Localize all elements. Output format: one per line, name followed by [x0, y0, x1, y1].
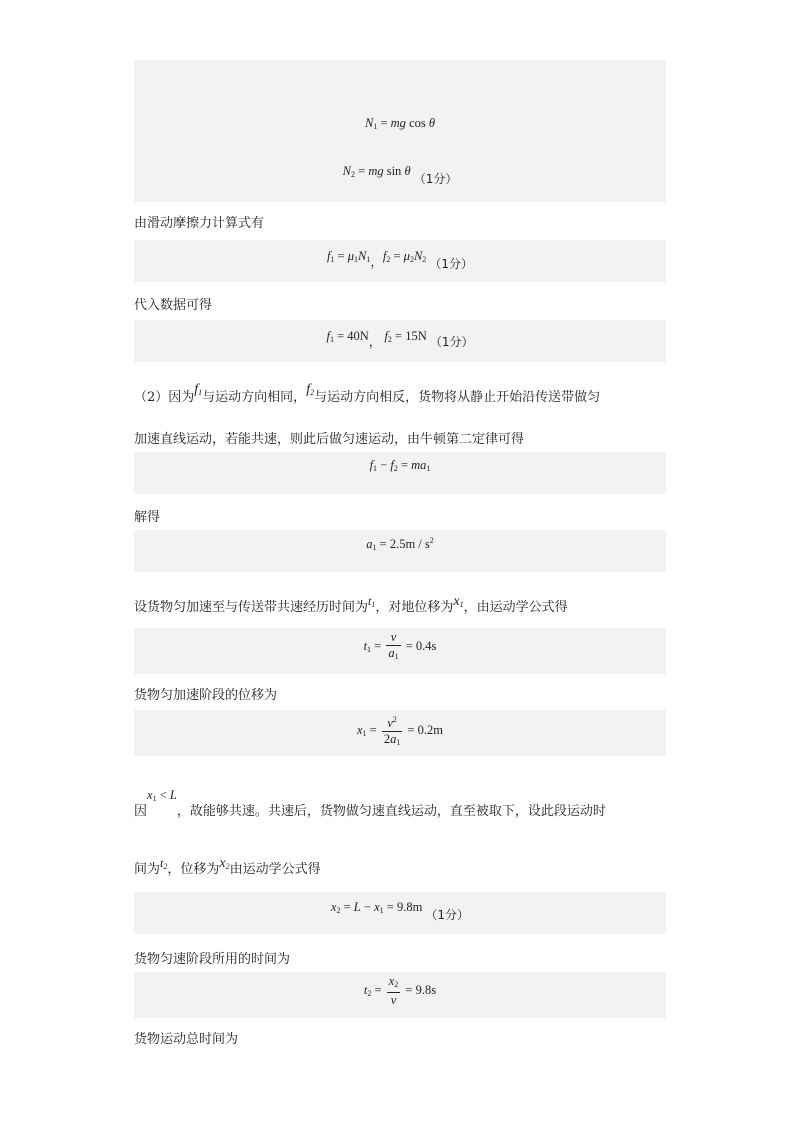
text-segment: ，由运动学公式得	[463, 600, 568, 615]
paragraph-line	[134, 788, 606, 819]
math-t2: $t_2$	[160, 856, 168, 871]
equation-x1: $x_1$ = $\frac{v^2}{2a_1}$ = 0.2m	[134, 712, 666, 750]
paragraph-line	[134, 858, 321, 878]
paragraph-line: 解得	[134, 510, 161, 525]
text-segment: 间为	[134, 862, 161, 877]
text-segment: 设货物匀加速至与传送带共速经历时间为	[134, 600, 369, 615]
value: 9.8s	[415, 982, 437, 997]
paragraph-line	[134, 596, 568, 616]
text-segment: ，位移为	[167, 862, 220, 877]
text-segment: 因	[134, 804, 148, 819]
equation-block	[134, 530, 666, 572]
text-segment: 与运动方向相同，	[202, 390, 307, 405]
value: 2.5m / s	[389, 537, 430, 551]
paragraph-line: 货物运动总时间为	[134, 1032, 239, 1047]
math-f1: $f_1$	[194, 382, 203, 397]
equation-acceleration: $a_1 = 2.5m / s^2$	[366, 536, 434, 552]
equation-t2: $t_2$ = $\frac{x_2}{v}$ = 9.8s	[363, 974, 437, 1007]
equation-block	[134, 60, 666, 202]
score-label: （1分）	[429, 257, 474, 271]
math-x1: $x_1$	[453, 594, 464, 609]
equation-block	[134, 628, 666, 674]
text-segment: （2）因为	[134, 390, 195, 405]
equation-t1: $t_1$ = $\frac{v}{a_1}$ = 0.4s	[363, 630, 437, 661]
equation-block	[134, 320, 666, 362]
text-segment: ，故能够共速。共速后，货物做匀速直线运动，直至被取下，设此段运动时	[176, 804, 606, 819]
equation-newton: $f_1 - f_2 = ma_1$	[369, 458, 431, 473]
equation-n1: $N_1$ = mg cos θ	[365, 116, 435, 131]
text-segment: ，对地位移为	[375, 600, 454, 615]
value: 9.8m	[396, 900, 423, 914]
equation-friction: $f_1 = \mu_1N_1$，$f_2 = \mu_2N_2$ （1分）	[326, 249, 474, 271]
paragraph-line	[134, 382, 601, 406]
paragraph-line: 由滑动摩擦力计算式有	[134, 216, 265, 231]
equation-block	[134, 452, 666, 494]
equation-block	[134, 240, 666, 282]
value: 40N	[347, 329, 369, 343]
value: 0.2m	[417, 722, 444, 737]
text-segment: 由运动学公式得	[229, 862, 321, 877]
score-label: （1分）	[429, 335, 474, 349]
equation-n2: $N_2$ = mg sin θ （1分）	[342, 164, 458, 186]
math-x2: $x_2$	[219, 856, 230, 871]
paragraph-line: 货物匀加速阶段的位移为	[134, 688, 278, 703]
value: 15N	[405, 329, 427, 343]
paragraph-line: 加速直线运动，若能共速，则此后做匀速运动，由牛顿第二定律可得	[134, 432, 525, 447]
equation-friction-values: $f_1 = 40N$， $f_2 = 15N$ （1分）	[326, 329, 474, 349]
equation-block	[134, 710, 666, 756]
equation-block	[134, 892, 666, 934]
math-f2: $f_2$	[306, 382, 315, 397]
score-label: （1分）	[425, 908, 470, 922]
score-label: （1分）	[413, 172, 458, 186]
paragraph-line: 代入数据可得	[134, 298, 213, 313]
equation-block	[134, 972, 666, 1018]
math-x1-lt-l: $x_1 < L$	[147, 788, 177, 803]
separator: ，	[368, 335, 382, 349]
value: 0.4s	[415, 638, 437, 653]
text-segment: 与运动方向相反，货物将从静止开始沿传送带做匀	[314, 390, 601, 405]
paragraph-line: 货物匀速阶段所用的时间为	[134, 952, 291, 967]
math-t1: $t_1$	[368, 594, 376, 609]
equation-x2: $x_2 = L - x_1 = 9.8m$ （1分）	[330, 900, 470, 922]
